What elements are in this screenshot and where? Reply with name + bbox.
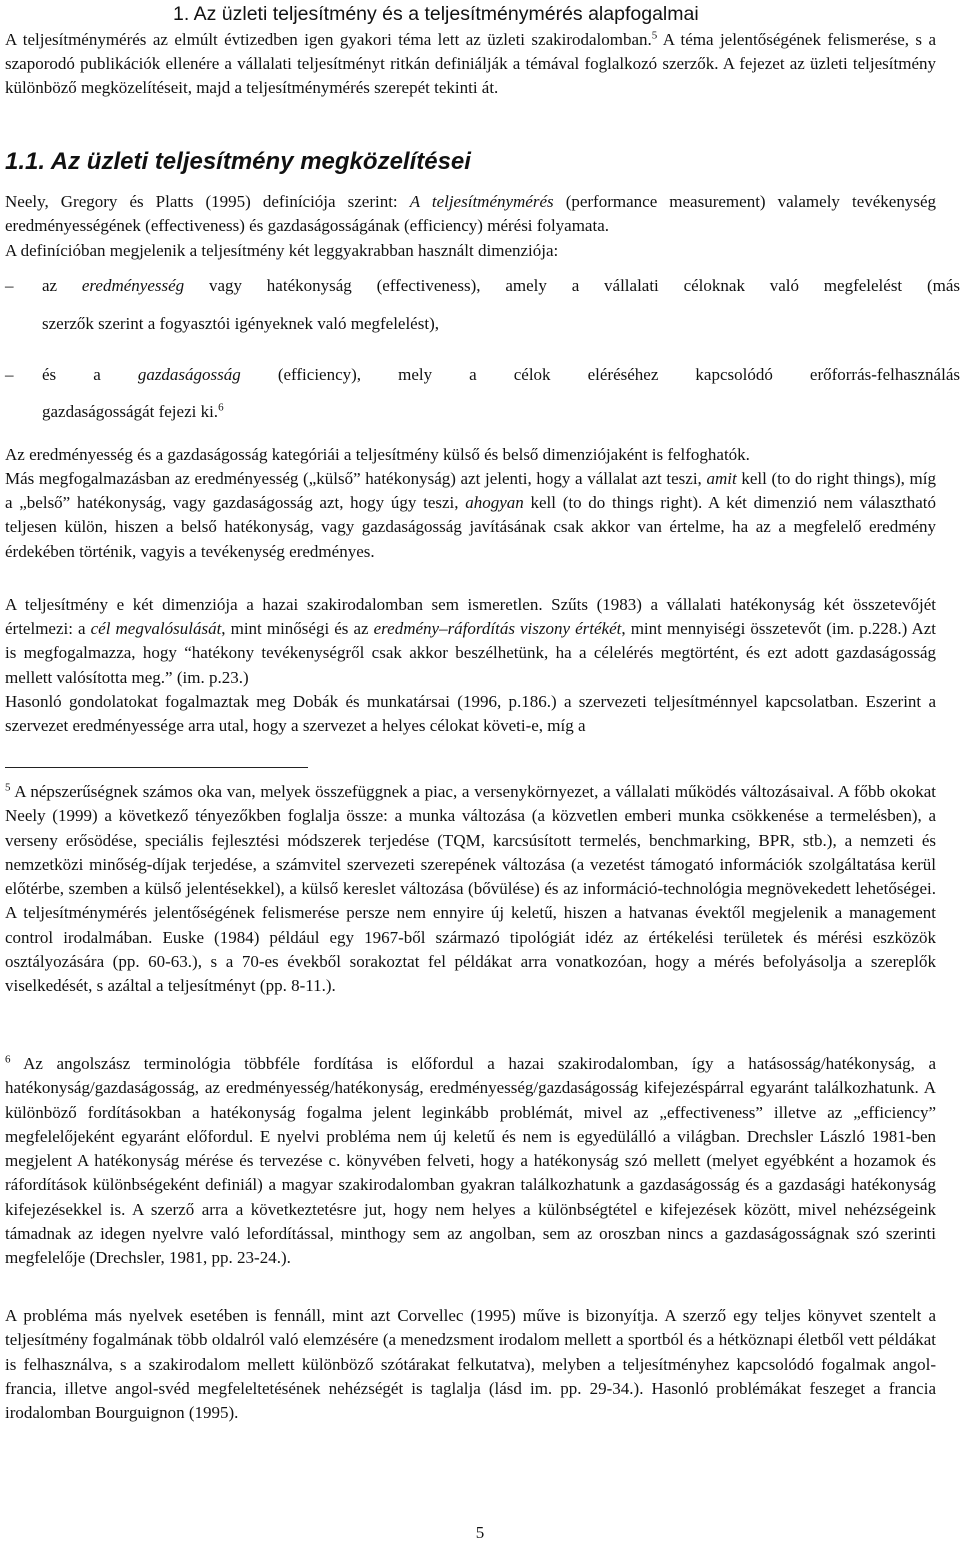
paragraph-text: kell (to do right things), míg a „belső” hatékonyság, vagy gazdaságosság azt, hogy úgy teszi, [5,469,936,513]
dash-bullet: – [5,276,14,295]
list-item-line [42,402,960,422]
footnote-text: Az angolszász terminológia többféle fordítása is előfordul a hazai szakirodalomban, így a hatásosság/hatékonyság, a hatékonyság/gazdaságosság, az eredményesség/hatékonyság, eredményesség/gazdaságosság kifejezéspárral egyaránt találkozhatunk. A különböző fordításokban a hatékonyság fogalma jelent leginkább problémát, mivel az „effectiveness” illetve az „efficiency” megfelelőjeként egyaránt előfordul. E nyelvi probléma nem új keletű és nem is egyedülálló a világban. Drechsler László 1981-ben megjelent A hatékonyság mérése és tervezése c. könyvében felveti, hogy a hatékonyság szó mellett (melyet egyébként a hozamok és ráfordítások különbségeként definiál) a magyar szakirodalomban gyakran találkozhatunk a gazdaságosság és a gazdasági hatékonyság kifejezésekkel is. A szerző arra a következtetésre jut, hogy nem helyes a különbségtétel e kifejezések között, mivel nehézségeink támadnak az idegen nyelvre való lefordítással, minthogy sem az angolban, sem az oroszban nincs a gazdaságosságnak szó szerinti megfelelője (Drechsler, 1981, pp. 23-24.). [5,1054,936,1268]
paragraph-text: , mint mennyiségi összetevőt (im. p.228.) Azt is megfogalmazza, hogy “hatékony tevékenységről csak akkor beszélhetünk, ha a célelérés megtörtént, és ezt adott gazdaságosság mellett valósította meg.” (im. p.23.) [5,619,936,687]
chapter-intro-paragraph [5,28,936,101]
list-text: (efficiency), mely a célok eléréséhez kapcsolódó erőforrás-felhasználás [240,365,960,384]
list-item-line [42,365,960,385]
list-item-line [42,276,960,296]
definition-text: Neely, Gregory és Platts (1995) definíciója szerint: [5,192,410,211]
dimensions-intro: A definícióban megjelenik a teljesítmény két leggyakrabban használt dimenziója: [5,241,559,260]
intro-text: A teljesítménymérés az elmúlt évtizedben igen gyakori téma lett az üzleti szakirodalomban. [5,30,652,49]
list-item-line: szerzők szerint a fogyasztói igényeknek való megfelelést), [42,314,439,333]
footnote-ref-5[interactable]: 5 [651,29,658,42]
list-text: vagy hatékonyság (effectiveness), amely a vállalati céloknak való megfelelést (más [184,276,960,295]
definition-text: (performance measurement) valamely tevékenység eredményességének (effectiveness) és gazdaságosságának (efficiency) mérési folyamata. [5,192,936,236]
paragraph [5,467,936,564]
list-text: gazdaságosságát fejezi ki. [42,402,219,421]
list-item [5,365,960,425]
page-number: 5 [475,1523,485,1542]
paragraph-emphasis: ahogyan [465,493,524,513]
list-term: gazdaságosság [137,365,241,384]
list-term: eredményesség [81,276,185,295]
paragraph: Az eredményesség és a gazdaságosság kategóriái a teljesítmény külső és belső dimenziójaként is felfoghatók. [5,445,750,464]
paragraph-emphasis: cél megvalósulását [90,619,222,639]
footnote-separator [5,767,308,768]
paragraph-emphasis: amit [706,469,737,488]
intro-text: A fejezet az üzleti teljesítmény különböző megközelítéseit, majd a teljesítménymérés szerepét tekinti át. [5,54,936,98]
footnote-5 [5,780,936,999]
dash-bullet: – [5,365,14,384]
footnote-6 [5,1052,936,1271]
footnote-mark: 6 [5,1053,11,1066]
footnote-mark: 5 [5,781,11,794]
footnote-6-continuation: A probléma más nyelvek esetében is fennáll, mint azt Corvellec (1995) műve is bizonyítja. A szerző egy teljes könyvet szentelt a teljesítmény fogalmának több oldalról való elemzésére (a menedzsment irodalom mellett a sportból és a hétköznapi életből vett példákat is felhasználva, s a szakirodalom mellett különböző szótárakat felkutatva), melyben a teljesítményhez kapcsolódó fogalmak angol-francia, illetve angol-svéd megfeleltetésének nehézségét is taglalja (lásd im. pp. 29-34.). Hasonló problémákat feszeget a francia irodalomban Bourguignon (1995). [5,1306,936,1423]
footnote-ref-6[interactable]: 6 [218,401,224,414]
paragraph-text: kell (to do things right). A két dimenzió nem választható teljesen külön, hiszen a belső hatékonyság, vagy gazdaságosság javításának csak akkor van értelme, ha az a megfelelő eredmény érdekében történik, vagyis a tevékenység eredményes. [5,493,936,561]
chapter-heading: 1. Az üzleti teljesítmény és a teljesítménymérés alapfogalmai [173,3,699,25]
section-heading: 1.1. Az üzleti teljesítmény megközelítései [5,148,471,175]
paragraph [5,593,936,690]
paragraph-text: A teljesítmény e két dimenziója a hazai szakirodalomban sem ismeretlen. Szűts (1983) a vállalati hatékonyság két összetevőjét értelmezi: a [5,595,936,639]
footnote-text: A népszerűségnek számos oka van, melyek összefüggnek a piac, a versenykörnyezet, a vállalati működés változásaival. A főbb okokat Neely (1999) a következő tényezőkben foglalja össze: a munka változása (a közvetlen emberi munka csökkenése a termelésben), a verseny erősödése, speciális fejlesztési módszerek terjedése (TQM, karcsúsított termelés, benchmarking, BPR, stb.), a nemzeti és nemzetközi minőség-díjak terjedése, a számvitel szervezeti szerepének változása (a vezetést támogató információk szolgáltatása kerül előtérbe, szemben a külső jelentésekkel), a külső kereslet változása (bővülése) és az információ-technológia megnövekedett lehetőségei. A teljesítménymérés jelentőségének felismerése persze nem ennyire új keletű, hiszen a hatvanas évektől megjelenik a management control irodalmában. Euske (1984) például egy 1967-ből származó tipológiát idéz az értékelési területek és mérési eszközök osztályozására (pp. 60-63.), s a 70-es évekből sorakoztat fel példákat arra vonatkozóan, hogy a mérés befolyásolja a szereplők viselkedését, s azáltal a teljesítményt (pp. 8-11.). [5,782,936,996]
intro-text: A téma jelentőségének felismerése, s a szaporodó publikációk ellenére a vállalati teljesítményt ritkán definiálják a témával foglalkozó szerzők. [5,30,936,74]
definition-paragraph [5,190,936,238]
definition-term: A teljesítménymérés [409,192,554,211]
paragraph-emphasis: eredmény–ráfordítás viszony értékét [373,619,622,639]
paragraph-text: , mint minőségi és az [221,619,374,639]
paragraph: Hasonló gondolatokat fogalmaztak meg Dobák és munkatársai (1996, p.186.) a szervezeti teljesítménnyel kapcsolatban. Eszerint a szervezet eredményessége arra utal, hogy a szervezet a helyes célokat követi-e, míg a [5,692,936,736]
paragraph-text: Más megfogalmazásban az eredményesség („külső” hatékonyság) azt jelenti, hogy a vállalat azt teszi, [5,469,707,488]
list-item [5,276,960,336]
list-text: az [42,276,82,295]
list-text: és a [42,365,138,384]
